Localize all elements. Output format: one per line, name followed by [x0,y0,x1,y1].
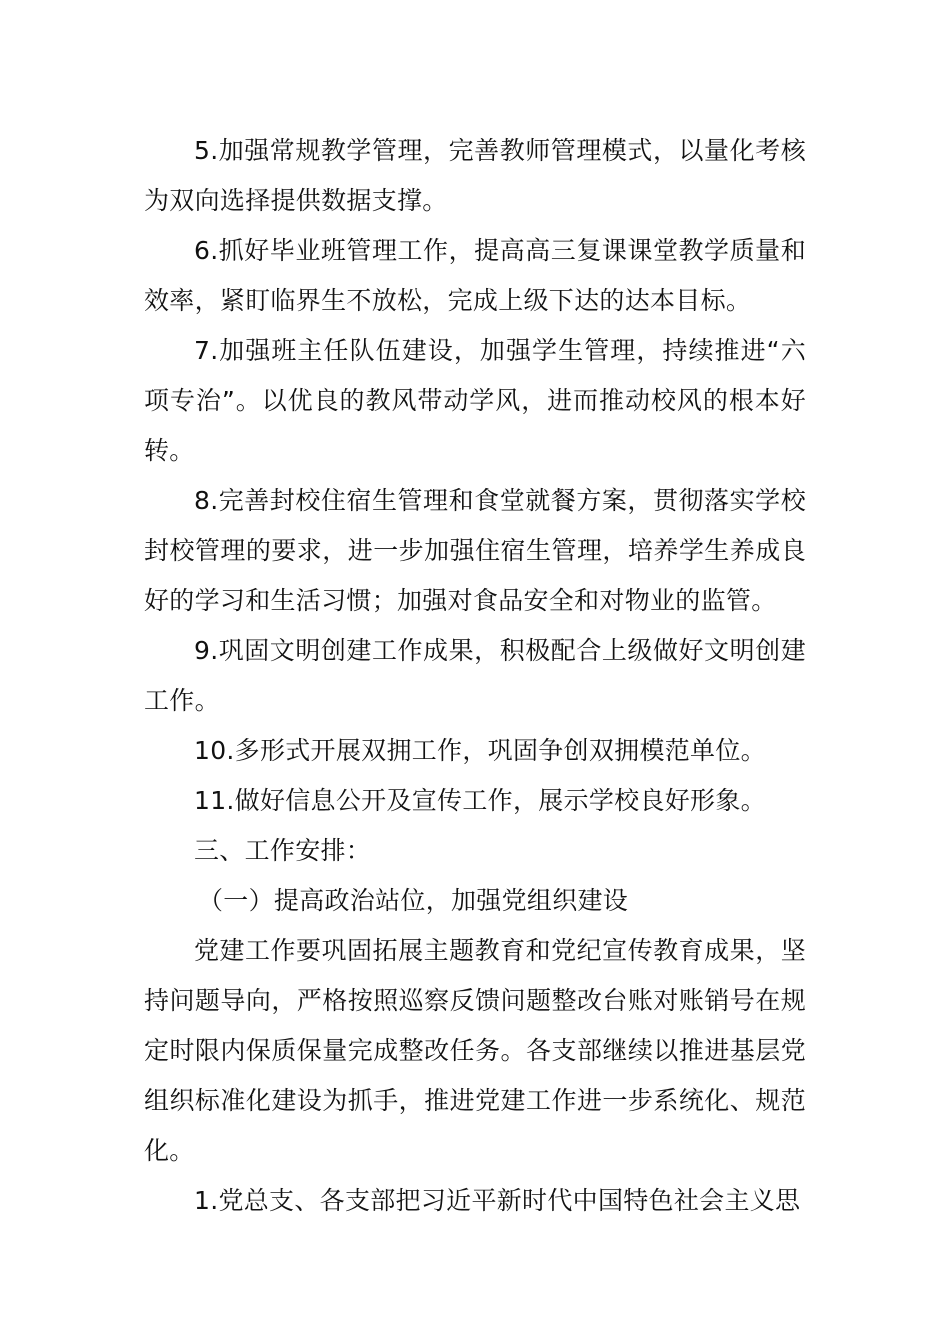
document-body [144,126,806,1226]
paragraph-party-building: 党建工作要巩固拓展主题教育和党纪宣传教育成果，坚持问题导向，严格按照巡察反馈问题整改台账对账销号在规定时限内保质保量完成整改任务。各支部继续以推进基层党组织标准化建设为抓手，推进党建工作进一步系统化、规范化。 [144,936,806,1165]
paragraph-item-6: 6.抓好毕业班管理工作，提高高三复课课堂教学质量和效率，紧盯临界生不放松，完成上级下达的达本目标。 [144,236,806,315]
paragraph-item-10: 10.多形式开展双拥工作，巩固争创双拥模范单位。 [194,736,766,765]
paragraph-item-8: 8.完善封校住宿生管理和食堂就餐方案，贯彻落实学校封校管理的要求，进一步加强住宿生管理，培养学生养成良好的学习和生活习惯；加强对食品安全和对物业的监管。 [144,486,806,615]
paragraph-item-11: 11.做好信息公开及宣传工作，展示学校良好形象。 [194,786,766,815]
paragraph-item-5: 5.加强常规教学管理，完善教师管理模式，以量化考核为双向选择提供数据支撑。 [144,136,806,215]
subsection-heading-1: （一）提高政治站位，加强党组织建设 [198,886,629,915]
section-heading-work-arrangement: 三、工作安排： [194,836,372,865]
paragraph-item-7: 7.加强班主任队伍建设，加强学生管理，持续推进“六项专治”。以优良的教风带动学风，进而推动校风的根本好转。 [144,336,806,465]
paragraph-item-1: 1.党总支、各支部把习近平新时代中国特色社会主义思 [194,1186,801,1215]
paragraph-item-9: 9.巩固文明创建工作成果，积极配合上级做好文明创建工作。 [144,636,806,715]
